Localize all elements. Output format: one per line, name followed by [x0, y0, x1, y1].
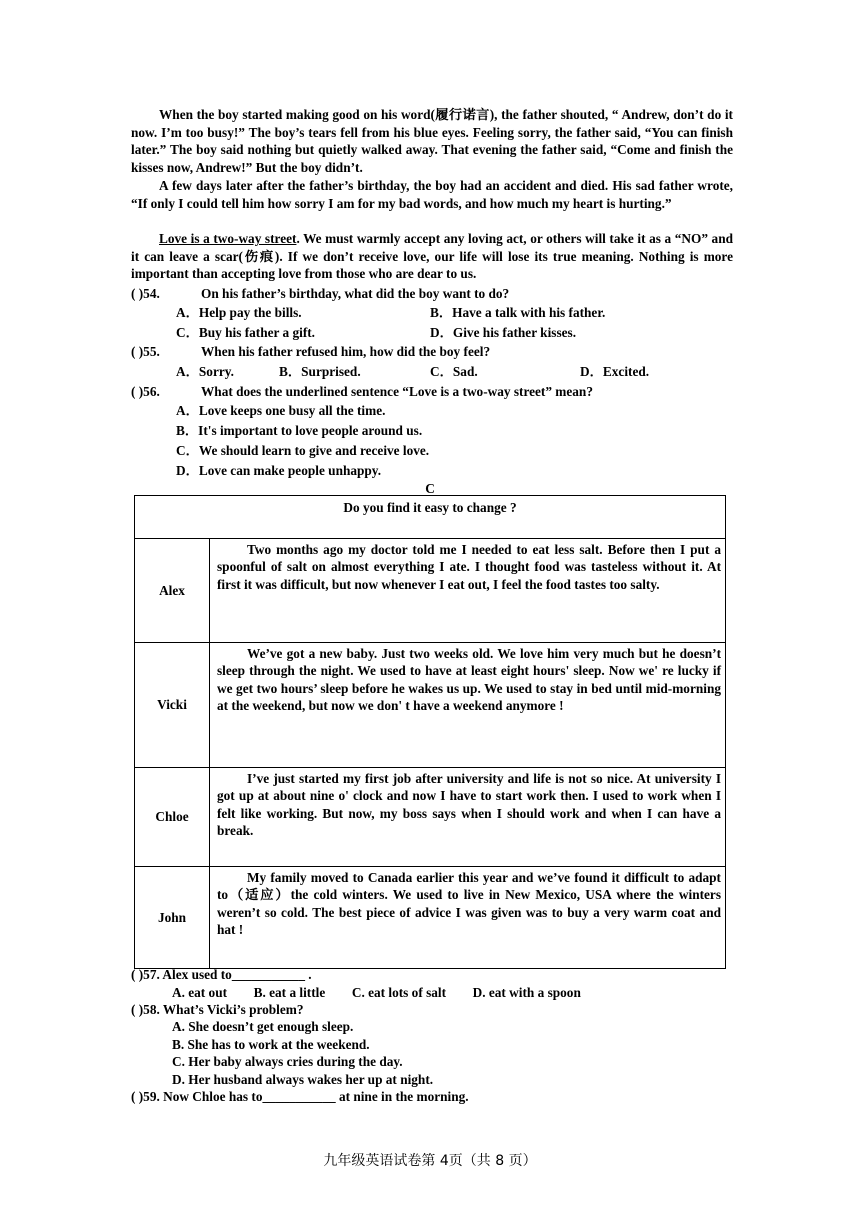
question-55-bracket[interactable]: ( )55. [131, 344, 160, 359]
person-name: John [135, 867, 210, 969]
passage-paragraph-3: Love is a two-way street. We must warmly accept any loving act, or others will take it as a “NO” and it can leave a scar(伤痕). If we don’t receive love, our life will lose its true meaning. Nothing is more important than accepting love from those who are dear to us. [131, 231, 733, 282]
person-statement: I’ve just started my first job after university and life is not so nice. At university I got up at about nine o' clock and now I have to start work then. I used to work when I felt like working. But now, my boss says when I should work and when I can have a break. [210, 768, 726, 867]
person-statement: My family moved to Canada earlier this year and we’ve found it difficult to adapt to（适应）the cold winters. We used to live in New Mexico, USA where the winters weren’t so cold. The best piece of advice I was given was to buy a very warm coat and hat ! [210, 867, 726, 969]
option-54-a[interactable]: A．Help pay the bills. [176, 305, 302, 320]
table-row [135, 867, 726, 969]
person-name: Vicki [135, 643, 210, 768]
table-row [135, 643, 726, 768]
option-58-b[interactable]: B. She has to work at the weekend. [172, 1037, 370, 1052]
option-54-c[interactable]: C．Buy his father a gift. [176, 325, 316, 340]
option-56-b[interactable]: B．It's important to love people around us. [176, 423, 423, 438]
table-title: Do you find it easy to change ? [135, 496, 726, 539]
question-59[interactable]: ( )59. Now Chloe has to___________ at nine in the morning. [131, 1089, 469, 1104]
page-footer: 九年级英语试卷第 4页（共 8 页） [323, 1153, 537, 1169]
option-56-d[interactable]: D．Love can make people unhappy. [176, 463, 382, 478]
person-statement: We’ve got a new baby. Just two weeks old. We love him very much but he doesn’t sleep through the night. We used to have at least eight hours' sleep. Now we' re lucky if we get two hours’ sleep before he wakes us up. We used to stay in bed until mid-morning at the weekend, but now we don' t have a weekend anymore ! [210, 643, 726, 768]
table-row [135, 768, 726, 867]
section-c-table [134, 495, 726, 969]
question-56-stem: What does the underlined sentence “Love is a two-way street” mean? [201, 384, 593, 399]
option-55-a[interactable]: A．Sorry. [176, 364, 234, 379]
underlined-sentence: Love is a two-way street [159, 231, 297, 246]
person-name: Chloe [135, 768, 210, 867]
question-58[interactable]: ( )58. What’s Vicki’s problem? [131, 1002, 304, 1017]
section-c-heading: C [425, 481, 435, 496]
question-54-stem: On his father’s birthday, what did the boy want to do? [201, 286, 510, 301]
passage-paragraph-2: A few days later after the father’s birthday, the boy had an accident and died. His sad father wrote, “If only I could tell him how sorry I am for my bad words, and how much my heart is hurting.” [131, 178, 733, 211]
passage-paragraph-1: When the boy started making good on his word(履行诺言), the father shouted, “ Andrew, don’t do it now. I’m too busy!” The boy’s tears fell from his blue eyes. Feeling sorry, the father said, “You can finish later.” The boy said nothing but quietly walked away. That evening the father said, “Come and finish the kisses now, Andrew!” But the boy didn’t. [131, 107, 733, 175]
option-58-c[interactable]: C. Her baby always cries during the day. [172, 1054, 403, 1069]
option-54-d[interactable]: D．Give his father kisses. [430, 325, 577, 340]
option-56-c[interactable]: C．We should learn to give and receive love. [176, 443, 430, 458]
option-55-c[interactable]: C．Sad. [430, 364, 478, 379]
option-55-d[interactable]: D．Excited. [580, 364, 650, 379]
option-58-d[interactable]: D. Her husband always wakes her up at night. [172, 1072, 434, 1087]
question-57[interactable]: ( )57. Alex used to___________ . [131, 967, 312, 982]
person-statement: Two months ago my doctor told me I needed to eat less salt. Before then I put a spoonful of salt on almost everything I ate. I thought food was tasteless without it. At first it was difficult, but now whenever I eat out, I feel the food tastes too salty. [210, 539, 726, 643]
person-name: Alex [135, 539, 210, 643]
question-56-bracket[interactable]: ( )56. [131, 384, 160, 399]
question-57-options[interactable]: A. eat out B. eat a little C. eat lots of salt D. eat with a spoon [172, 985, 581, 1000]
option-56-a[interactable]: A．Love keeps one busy all the time. [176, 403, 386, 418]
question-55-stem: When his father refused him, how did the boy feel? [201, 344, 491, 359]
option-54-b[interactable]: B．Have a talk with his father. [430, 305, 606, 320]
table-row [135, 539, 726, 643]
question-54-bracket[interactable]: ( )54. [131, 286, 160, 301]
option-58-a[interactable]: A. She doesn’t get enough sleep. [172, 1019, 354, 1034]
option-55-b[interactable]: B．Surprised. [279, 364, 361, 379]
